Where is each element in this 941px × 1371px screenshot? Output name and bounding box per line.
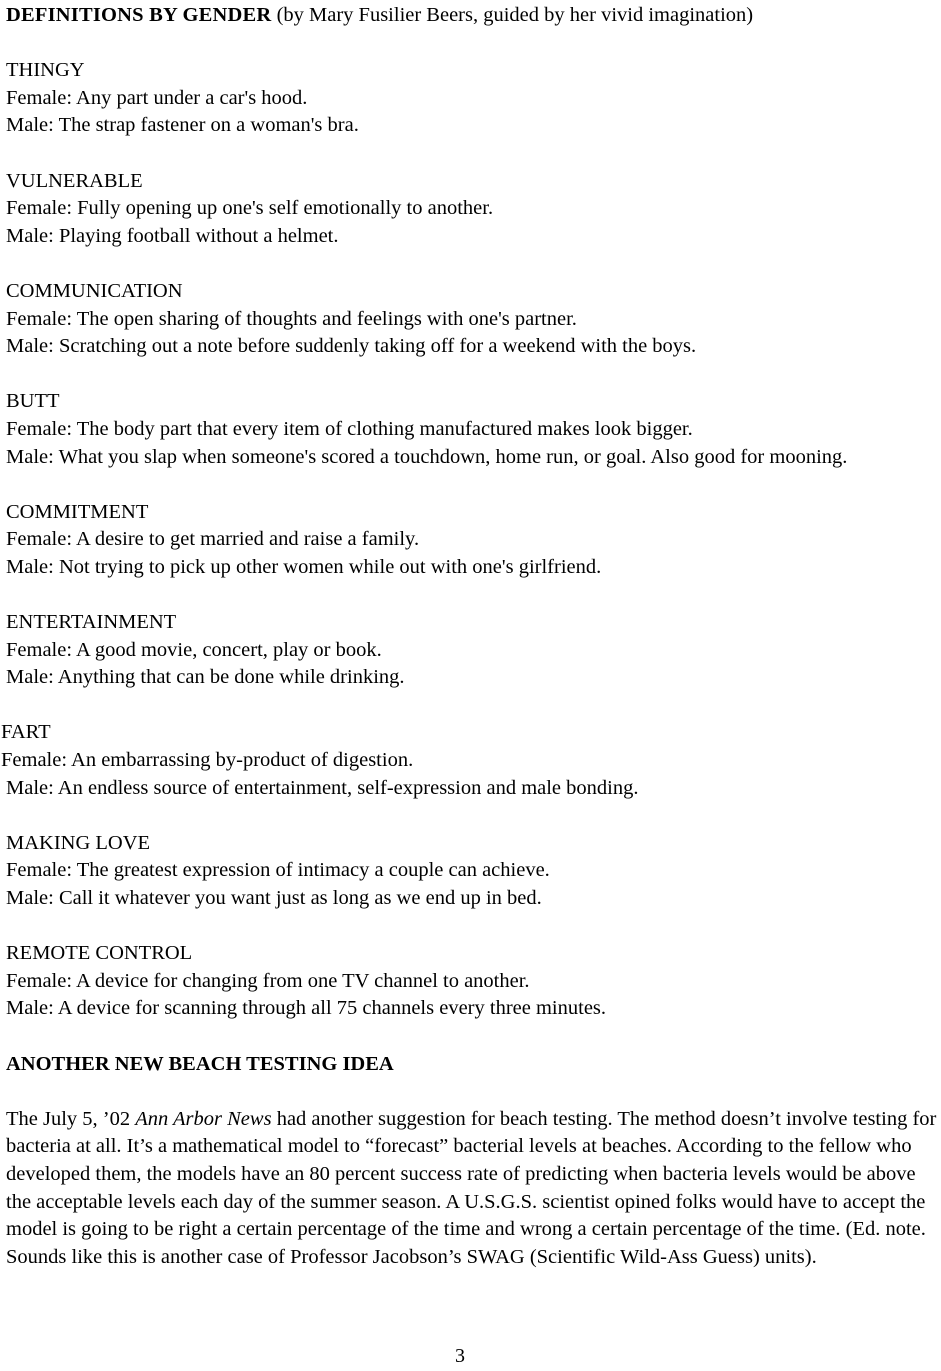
definition-term: VULNERABLE bbox=[6, 169, 143, 192]
definition-entry bbox=[1, 719, 936, 802]
female-definition: Female: The open sharing of thoughts and feelings with one's partner. bbox=[6, 307, 577, 330]
article-paragraph bbox=[6, 1106, 938, 1272]
definition-term: REMOTE CONTROL bbox=[6, 942, 193, 965]
female-definition: Female: A good movie, concert, play or book. bbox=[6, 638, 382, 661]
byline: (by Mary Fusilier Beers, guided by her vivid imagination) bbox=[276, 4, 754, 26]
definition-term: COMMITMENT bbox=[6, 500, 149, 523]
paragraph-rest: had another suggestion for beach testing. The method doesn’t involve testing for bacteria at all. It’s a mathematical model to “forecast” bacterial levels at beaches. According to the fellow who developed them, the models have an 80 percent success rate of predicting when bacteria levels would be above the acceptable levels each day of the summer season. A U.S.G.S. scientist opined folks would have to accept the model is going to be right a certain percentage of the time and wrong a certain percentage of the time. (Ed. note. Sounds like this is another case of Professor Jacobson’s SWAG (Scientific Wild-Ass Guess) units). bbox=[6, 1107, 937, 1268]
definition-entry bbox=[6, 609, 936, 692]
definition-entry bbox=[6, 499, 936, 582]
female-definition: Female: The body part that every item of clothing manufactured makes look bigger. bbox=[6, 417, 693, 440]
definition-entry bbox=[6, 940, 936, 1023]
female-definition: Female: An embarrassing by-product of digestion. bbox=[1, 749, 414, 772]
male-definition: Male: The strap fastener on a woman's bra. bbox=[6, 114, 359, 137]
newspaper-name: Ann Arbor News bbox=[135, 1107, 272, 1130]
definition-term: THINGY bbox=[6, 59, 85, 82]
definition-list bbox=[1, 57, 936, 1023]
paragraph-start: The July 5, ’02 bbox=[6, 1107, 136, 1130]
definition-entry bbox=[6, 57, 936, 140]
definition-entry bbox=[6, 168, 936, 251]
definition-entry bbox=[6, 388, 936, 471]
male-definition: Male: An endless source of entertainment, self-expression and male bonding. bbox=[6, 776, 639, 799]
definition-entry bbox=[6, 278, 936, 361]
definition-term: COMMUNICATION bbox=[6, 279, 183, 302]
male-definition: Male: A device for scanning through all 75 channels every three minutes. bbox=[6, 997, 607, 1020]
female-definition: Female: Any part under a car's hood. bbox=[6, 86, 308, 109]
definition-term: BUTT bbox=[6, 390, 60, 413]
female-definition: Female: Fully opening up one's self emotionally to another. bbox=[6, 197, 494, 220]
definition-entry bbox=[6, 830, 936, 913]
male-definition: Male: Playing football without a helmet. bbox=[6, 224, 339, 247]
female-definition: Female: A desire to get married and raise a family. bbox=[6, 528, 420, 551]
male-definition: Male: Scratching out a note before suddenly taking off for a weekend with the boys. bbox=[6, 335, 697, 358]
male-definition: Male: Anything that can be done while drinking. bbox=[6, 666, 405, 689]
document-page bbox=[1, 2, 937, 1271]
section-header bbox=[6, 2, 936, 30]
male-definition: Male: What you slap when someone's scored a touchdown, home run, or goal. Also good for mooning. bbox=[6, 445, 848, 468]
female-definition: Female: The greatest expression of intimacy a couple can achieve. bbox=[6, 859, 550, 882]
definition-term: ENTERTAINMENT bbox=[6, 611, 177, 634]
female-definition: Female: A device for changing from one TV channel to another. bbox=[6, 969, 530, 992]
section-title: DEFINITIONS BY GENDER bbox=[6, 4, 272, 26]
male-definition: Male: Not trying to pick up other women while out with one's girlfriend. bbox=[6, 555, 602, 578]
definition-term: MAKING LOVE bbox=[6, 831, 151, 854]
male-definition: Male: Call it whatever you want just as long as we end up in bed. bbox=[6, 887, 542, 909]
article-title: ANOTHER NEW BEACH TESTING IDEA bbox=[6, 1052, 394, 1075]
definition-term: FART bbox=[1, 721, 51, 744]
page-number: 3 bbox=[455, 1345, 465, 1367]
